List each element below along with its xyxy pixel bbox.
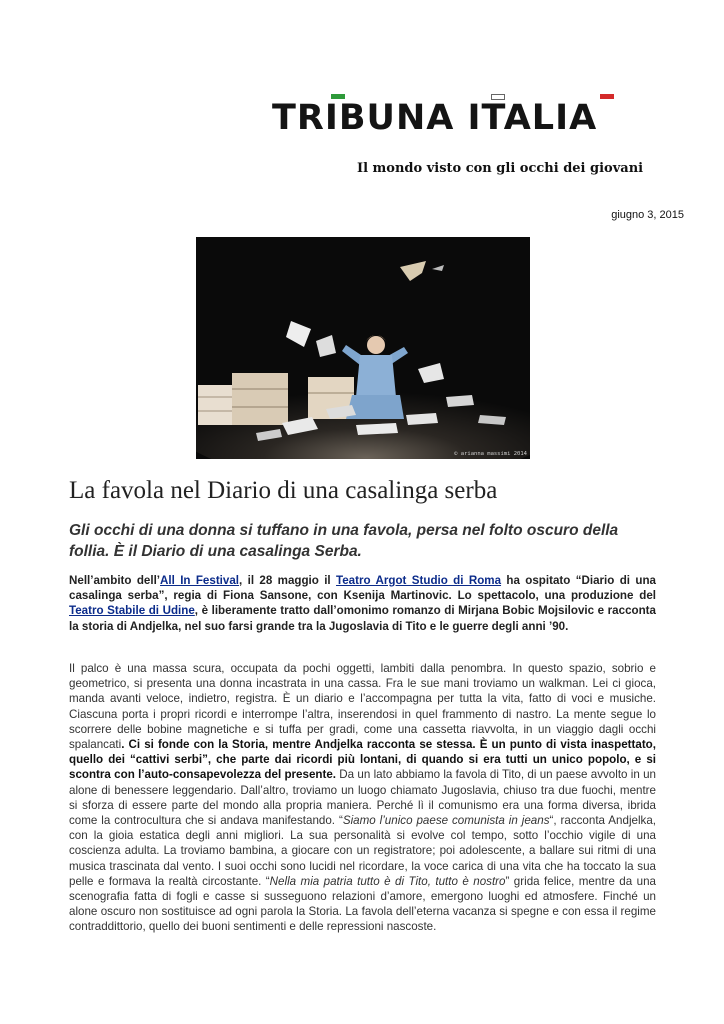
logo-accent-red bbox=[600, 94, 614, 99]
body-text-1: Il palco è una massa scura, occupata da pochi oggetti, lambiti dalla penombra. In questo spazio, sobrio e geometrico, si presenta una donna incastrata in una cassa. Fra le sue mani troviamo un walkman. Lei ci gioca, manda avanti veloce, indietro, registra. È un diario e l’accompagna per tutta la vita, fatto di voci e musiche. Ciascuna porta i propri ricordi e interrompe l’altra, inserendosi in quel frammento di nastro. La mente segue lo scorrere delle bobine magnetiche e si tuffa per gradi, come una cassetta riavvolta, in un viaggio dagli occhi spalancati bbox=[69, 662, 656, 752]
intro-text-1: Nell’ambito dell’ bbox=[69, 574, 161, 587]
article-photo bbox=[196, 237, 530, 459]
logo-text: TRIBUNA ITALIA bbox=[272, 98, 598, 138]
tagline: Il mondo visto con gli occhi dei giovani bbox=[357, 161, 644, 176]
intro-text-4: , è liberamente tratto dall’omonimo romanzo di Mirjana Bobic Mojsilovic e racconta la storia di Andjelka, nel suo farsi grande tra la Jugoslavia di Tito e le guerre degli anni ’90. bbox=[69, 604, 656, 633]
body-quote-1: Siamo l’unico paese comunista in jeans bbox=[342, 814, 550, 828]
body-text-2: Da un lato abbiamo la favola di Tito, di un paese avvolto in un alone di benessere leggendario. Dall’altro, troviamo un luogo chiamato Jugoslavia, chiuso tra due fuochi, mentre si sforza di essere parte del mondo alla propria maniera. Perché lì il comunismo era una forma diversa, ibrida come la controcultura che si andava manifestando. “ bbox=[69, 768, 656, 828]
wooden-crate-middle bbox=[232, 373, 288, 425]
link-all-in-festival[interactable]: All In Festival bbox=[160, 574, 240, 587]
article-title: La favola nel Diario di una casalinga serba bbox=[69, 477, 498, 504]
article-body bbox=[69, 661, 656, 935]
body-quote-2: Nella mia patria tutto è di Tito, tutto è nostro bbox=[269, 874, 506, 888]
link-teatro-argot[interactable]: Teatro Argot Studio di Roma bbox=[336, 574, 502, 587]
link-teatro-stabile-udine[interactable]: Teatro Stabile di Udine bbox=[69, 604, 195, 618]
article-date: giugno 3, 2015 bbox=[611, 209, 684, 221]
intro-text-2: , il 28 maggio il bbox=[239, 574, 337, 587]
article-intro bbox=[69, 573, 656, 634]
body-bold-1: . Ci si fonde con la Storia, mentre Andjelka racconta se stessa. È un punto di vista inaspettato, quello dei “cattivi serbi”, che parte dai ricordi più lontani, di quando si era tutti un unico popolo, e si scontra con l’auto-consapevolezza del presente. bbox=[69, 738, 656, 782]
article-subtitle: Gli occhi di una donna si tuffano in una favola, persa nel folto oscuro della follia. È il Diario di una casalinga Serba. bbox=[69, 522, 619, 560]
intro-text-3: ha ospitato “Diario di una casalinga serba”, regia di Fiona Sansone, con Ksenija Martinovic. Lo spettacolo, una produzione del bbox=[69, 574, 656, 603]
body-text-3: “, racconta Andjelka, con la gioia estatica degli anni migliori. La sua personalità si evolve col tempo, sotto l’occhio vigile di una coscienza adulta. La troviamo bambina, a giocare con un registratore; poi adolescente, a ballare sui ritmi di una musica trascinata dal vento. I suoi occhi sono lucidi nel ricordare, la voce carica di una vita che ha toccato la sua pelle e formava la realtà circostante. “ bbox=[69, 814, 657, 888]
photo-credit: © arianna massimi 2014 bbox=[454, 451, 527, 457]
masthead-logo[interactable] bbox=[272, 94, 652, 138]
stage-photo-illustration bbox=[196, 237, 530, 459]
body-text-4: ” grida felice, mentre da una scenografia fatta di fogli e casse si susseguono relazioni d’amore, emergono luoghi ed atmosfere. Finché un alone oscuro non sostituisce ad ogni parola la Storia. La favola dell’eterna vacanza si spegne e con essa il regime contraddittorio, quello dei buoni sentimenti e delle repressioni nascoste. bbox=[69, 874, 656, 934]
